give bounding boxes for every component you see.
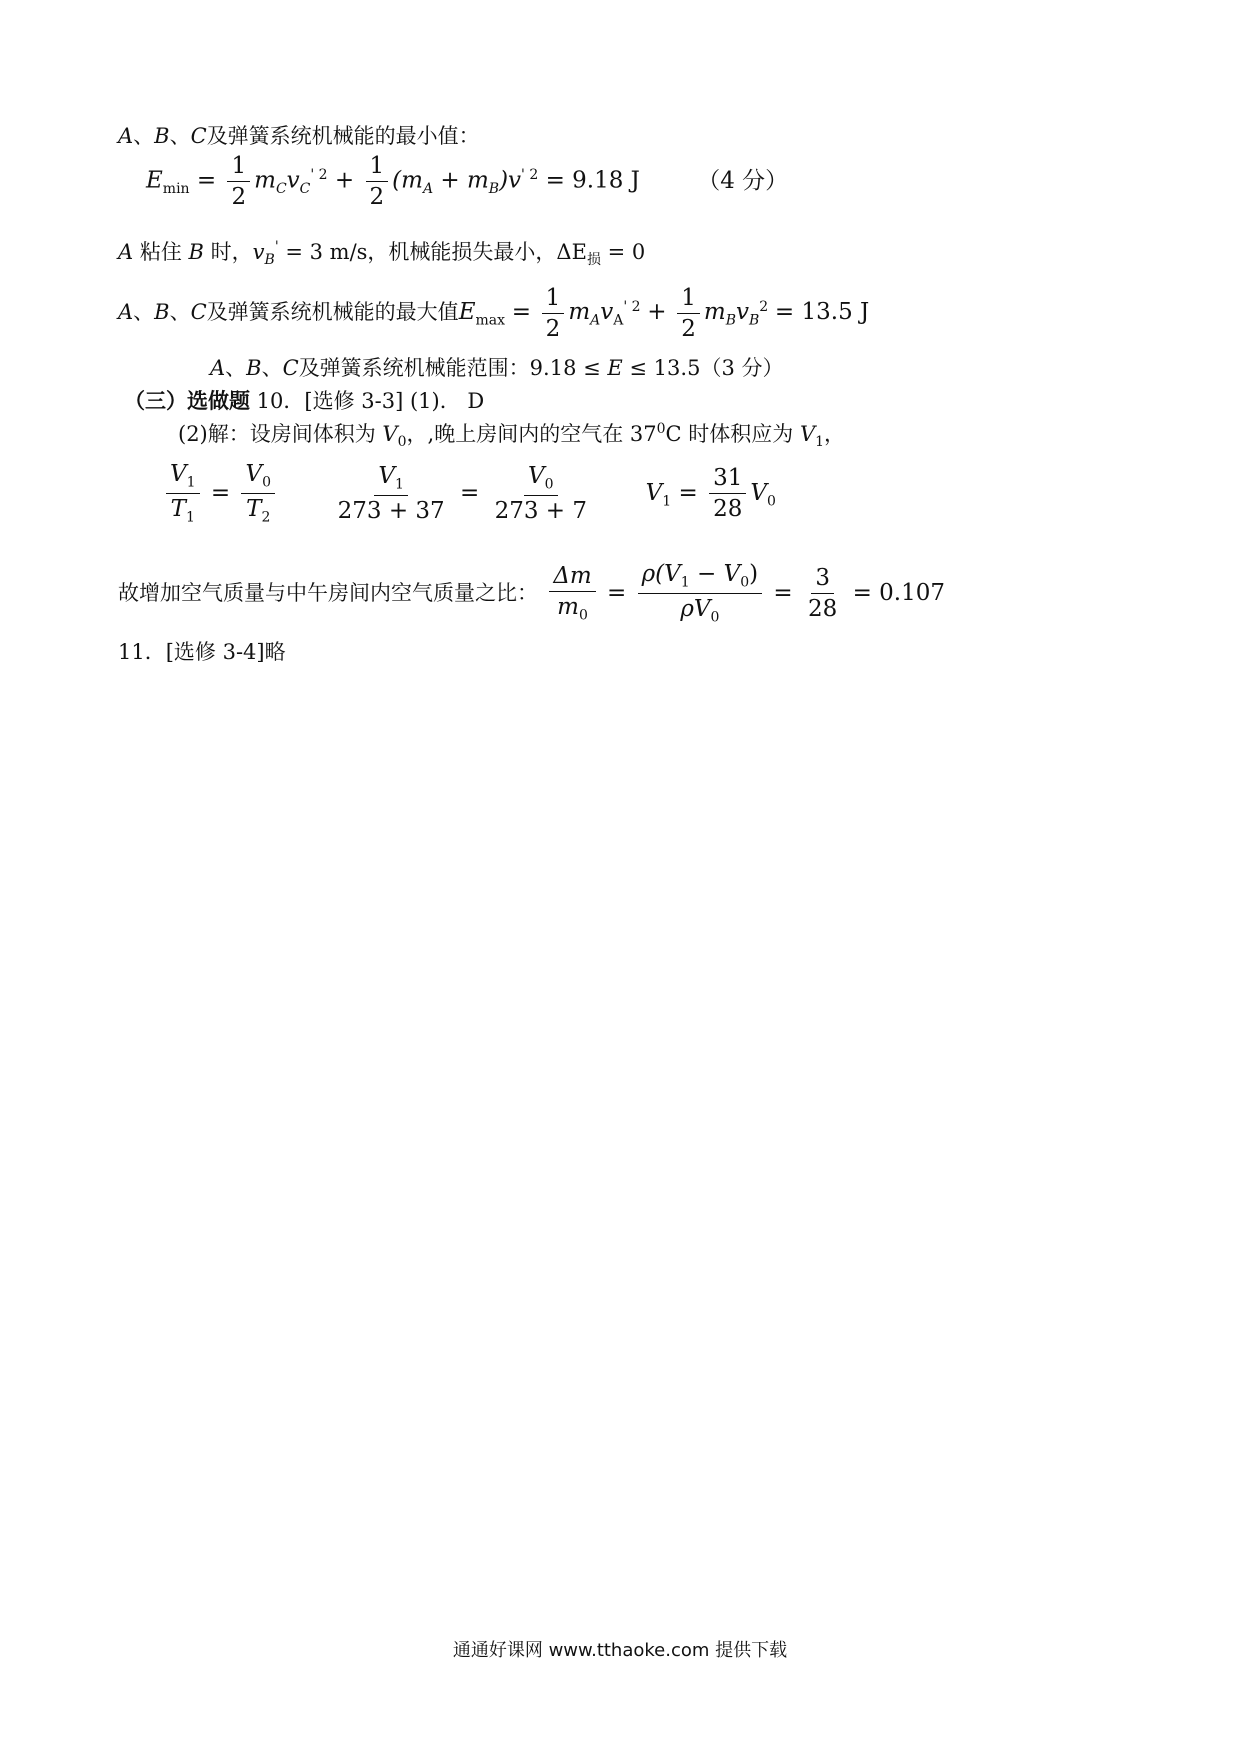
sep: 、 — [261, 356, 283, 380]
text: = 3 m/s，机械能损失最小，ΔE — [278, 240, 587, 264]
den: 273 + 7 — [494, 498, 588, 525]
section-elective — [124, 390, 484, 412]
var-c: C — [282, 356, 299, 380]
fraction — [334, 464, 449, 523]
den: 273 + 37 — [337, 498, 445, 525]
sym: ) — [749, 561, 759, 587]
num: 3 — [811, 566, 834, 594]
text: 及弹簧系统机械能的最小值： — [206, 124, 480, 148]
sub: 1 — [680, 574, 690, 591]
text: ，,晚上房间内的空气在 37 — [406, 422, 657, 446]
num: 1 — [366, 154, 389, 182]
eq: = — [607, 579, 627, 606]
fraction — [638, 562, 762, 626]
sub: B — [488, 181, 500, 198]
sym: V — [528, 463, 545, 490]
gas-law-formula — [162, 462, 776, 526]
question-11 — [118, 642, 286, 663]
sym: v — [286, 167, 300, 194]
fraction-half — [542, 286, 565, 341]
fraction — [804, 566, 841, 621]
fraction — [491, 464, 591, 523]
sub: 1 — [395, 476, 404, 493]
var-c: C — [190, 300, 207, 325]
var-a: A — [210, 356, 226, 380]
sub: 1 — [662, 493, 672, 510]
sub: 1 — [186, 474, 196, 491]
sub: 1 — [815, 434, 825, 451]
sym: v — [736, 299, 749, 326]
sym: − V — [689, 561, 741, 587]
sym: V — [645, 479, 663, 506]
sym: E — [607, 356, 623, 380]
var-a: A — [118, 300, 134, 325]
var-c: C — [190, 124, 207, 148]
min-loss-line — [118, 240, 645, 267]
page-footer: 通通好课网 www.tthaoke.com 提供下载 — [452, 1640, 788, 1661]
sub: B — [725, 312, 736, 329]
text: = 0 — [600, 240, 646, 264]
sub: 1 — [185, 509, 195, 526]
emax-formula — [118, 286, 869, 341]
num: 1 — [227, 154, 250, 182]
sym: ρV — [680, 596, 711, 623]
sym: m — [557, 594, 579, 621]
var-b: B — [188, 240, 204, 264]
sup: ' 2 — [310, 166, 328, 183]
den: 2 — [681, 316, 696, 343]
sep: 、 — [169, 300, 191, 325]
sup: 2 — [759, 299, 769, 316]
text: 时， — [203, 240, 253, 264]
sub: A — [590, 312, 601, 329]
sym: m — [703, 299, 726, 326]
fraction-half — [366, 154, 389, 209]
sep: 、 — [225, 356, 247, 380]
sub: 2 — [261, 509, 271, 526]
sym: T — [246, 496, 262, 523]
den: 28 — [713, 496, 743, 523]
sym: v — [252, 240, 265, 264]
eq: = — [460, 479, 480, 506]
text: 10．[选修 3-3] (1)． D — [250, 389, 485, 413]
sym: V — [750, 479, 768, 506]
sym: V — [799, 422, 816, 446]
section-heading: （三）选做题 — [124, 388, 250, 413]
sub: 0 — [740, 574, 750, 591]
num: 1 — [542, 286, 565, 314]
sub: C — [299, 181, 311, 198]
sym: V — [382, 422, 398, 446]
text: 11．[选修 3-4]略 — [118, 640, 286, 664]
sym: V — [170, 461, 187, 487]
sym: m — [568, 299, 591, 326]
var-a: A — [118, 240, 134, 264]
fraction — [549, 564, 595, 623]
text: 粘住 — [133, 240, 189, 264]
part2-intro — [178, 422, 845, 449]
sym: T — [170, 496, 186, 523]
sup: ' 2 — [521, 166, 539, 183]
sup: ' 2 — [623, 299, 641, 316]
sym: m — [254, 167, 276, 194]
sym: v — [600, 299, 614, 326]
sub: 损 — [586, 252, 601, 269]
den: 2 — [369, 184, 385, 211]
eq: = — [773, 579, 793, 606]
num: 1 — [677, 286, 700, 314]
num: Δm — [549, 564, 595, 592]
text: 故增加空气质量与中午房间内空气质量之比： — [118, 580, 538, 605]
result: = 13.5 J — [774, 299, 870, 326]
text: C 时体积应为 — [665, 422, 800, 446]
fraction-half — [677, 286, 700, 341]
eq: = — [196, 167, 217, 194]
text: ， — [824, 422, 846, 446]
eq: = — [511, 299, 531, 326]
sub: A — [422, 181, 434, 198]
sub: C — [275, 181, 287, 198]
sym: V — [245, 461, 263, 487]
text: 及弹簧系统机械能范围：9.18 ≤ — [298, 356, 608, 380]
mass-ratio-formula — [118, 562, 945, 626]
sym: E — [458, 299, 476, 326]
text: 及弹簧系统机械能的最大值 — [206, 300, 459, 325]
result: = 9.18 J — [545, 167, 640, 194]
score: （4 分） — [697, 167, 789, 194]
min-energy-intro — [118, 126, 480, 147]
plus: + — [647, 299, 667, 326]
fraction — [709, 466, 746, 521]
var-b: B — [154, 124, 170, 148]
den: 28 — [808, 596, 838, 623]
sep: 、 — [133, 300, 155, 325]
sub: 0 — [397, 434, 407, 451]
sym: V — [378, 463, 395, 490]
eq: = — [678, 479, 698, 506]
result: = 0.107 — [852, 579, 946, 606]
plus: + — [334, 167, 355, 194]
sub: 0 — [767, 493, 776, 510]
sym: (m — [392, 167, 423, 194]
den: 2 — [545, 316, 561, 343]
sep: 、 — [133, 124, 155, 148]
emin-formula — [146, 154, 788, 209]
sep: 、 — [169, 124, 191, 148]
sub: B — [749, 312, 760, 329]
sub: 0 — [544, 476, 554, 493]
sub: 0 — [262, 474, 271, 491]
text: (2)解：设房间体积为 — [178, 422, 383, 446]
sup: ' — [274, 239, 279, 255]
sub: B — [264, 252, 275, 269]
fraction-half — [227, 154, 250, 209]
eq: = — [210, 479, 231, 506]
sup: 0 — [656, 421, 666, 437]
energy-range — [210, 358, 783, 379]
sub: 0 — [710, 609, 720, 626]
sym: )v — [499, 167, 522, 194]
num: 31 — [709, 466, 746, 494]
den: 2 — [231, 184, 247, 211]
sym: + m — [433, 167, 489, 194]
sym: ρ(V — [641, 561, 681, 587]
var-b: B — [246, 356, 262, 380]
var-b: B — [154, 300, 170, 325]
sub: max — [475, 312, 506, 329]
sub: 0 — [578, 607, 588, 624]
var-a: A — [118, 124, 134, 148]
sub: min — [162, 181, 190, 198]
sub: A — [613, 312, 624, 329]
sym: E — [146, 167, 163, 194]
text: ≤ 13.5（3 分） — [622, 356, 784, 380]
fraction — [166, 462, 200, 526]
fraction — [241, 462, 275, 526]
